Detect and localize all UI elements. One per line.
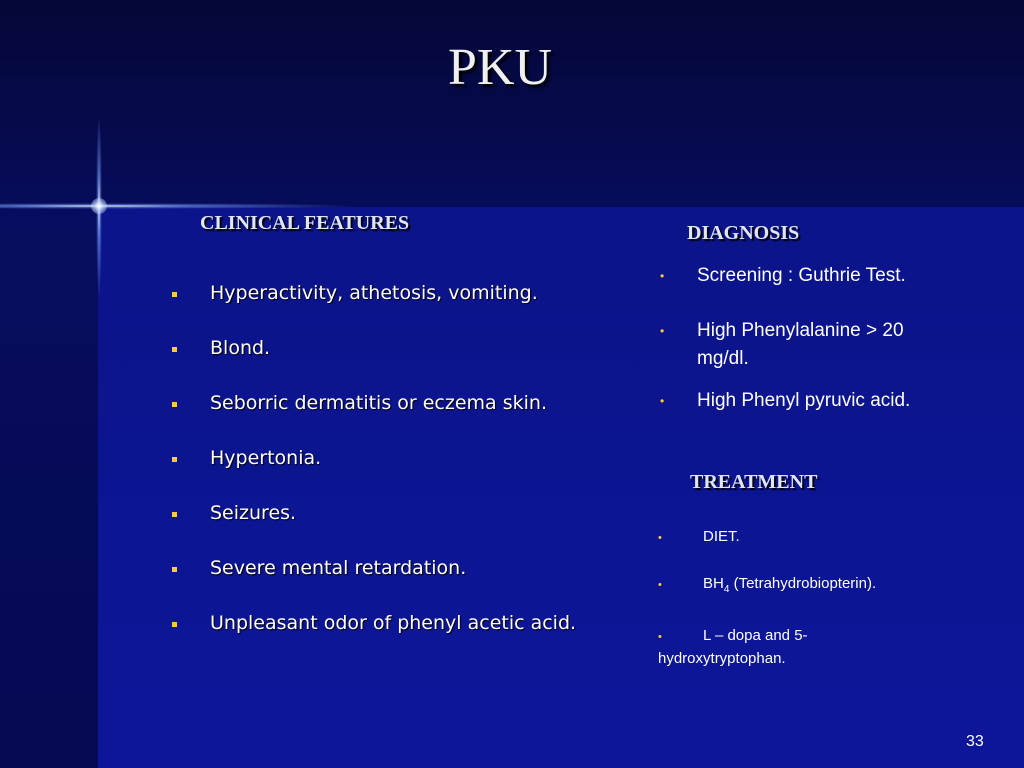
bullet-icon: •: [660, 269, 665, 283]
bullet-icon: •: [660, 324, 665, 338]
list-item: Blond.: [172, 337, 632, 392]
clinical-features-heading: CLINICAL FEATURES: [200, 212, 410, 234]
list-item: Hyperactivity, athetosis, vomiting.: [172, 282, 632, 337]
square-bullet-icon: [172, 567, 177, 572]
sparkle-horizontal: [0, 203, 360, 209]
diagnosis-heading: DIAGNOSIS: [687, 222, 800, 244]
list-item: Seizures.: [172, 502, 632, 557]
square-bullet-icon: [172, 292, 177, 297]
bullet-icon: •: [658, 532, 662, 544]
side-band: [0, 207, 98, 768]
list-item: Unpleasant odor of phenyl acetic acid.: [172, 612, 632, 667]
bullet-icon: •: [660, 394, 665, 408]
list-item: • High Phenyl pyruvic acid.: [658, 387, 978, 415]
square-bullet-icon: [172, 622, 177, 627]
list-item: • DIET.: [658, 526, 958, 549]
diagnosis-list: [658, 262, 978, 415]
square-bullet-icon: [172, 457, 177, 462]
list-item: • High Phenylalanine > 20 mg/dl.: [658, 317, 978, 373]
list-item: • Screening : Guthrie Test.: [658, 262, 978, 290]
title-band: [0, 0, 1024, 207]
treatment-heading: TREATMENT: [690, 471, 818, 493]
square-bullet-icon: [172, 347, 177, 352]
treatment-list: [658, 526, 958, 670]
slide-title: PKU: [447, 39, 553, 96]
clinical-features-list: [172, 282, 632, 667]
square-bullet-icon: [172, 402, 177, 407]
list-item: • $BH_4$ (Tetrahydrobiopterin).: [658, 575, 877, 595]
list-item: • L – dopa and 5- hydroxytryptophan.: [658, 627, 808, 667]
sparkle-icon: [91, 198, 107, 214]
square-bullet-icon: [172, 512, 177, 517]
bullet-icon: •: [658, 579, 662, 591]
list-item: Severe mental retardation.: [172, 557, 632, 612]
list-item: Seborric dermatitis or eczema skin.: [172, 392, 632, 447]
page-number: 33: [966, 733, 984, 750]
bullet-icon: •: [658, 631, 662, 643]
list-item: Hypertonia.: [172, 447, 632, 502]
